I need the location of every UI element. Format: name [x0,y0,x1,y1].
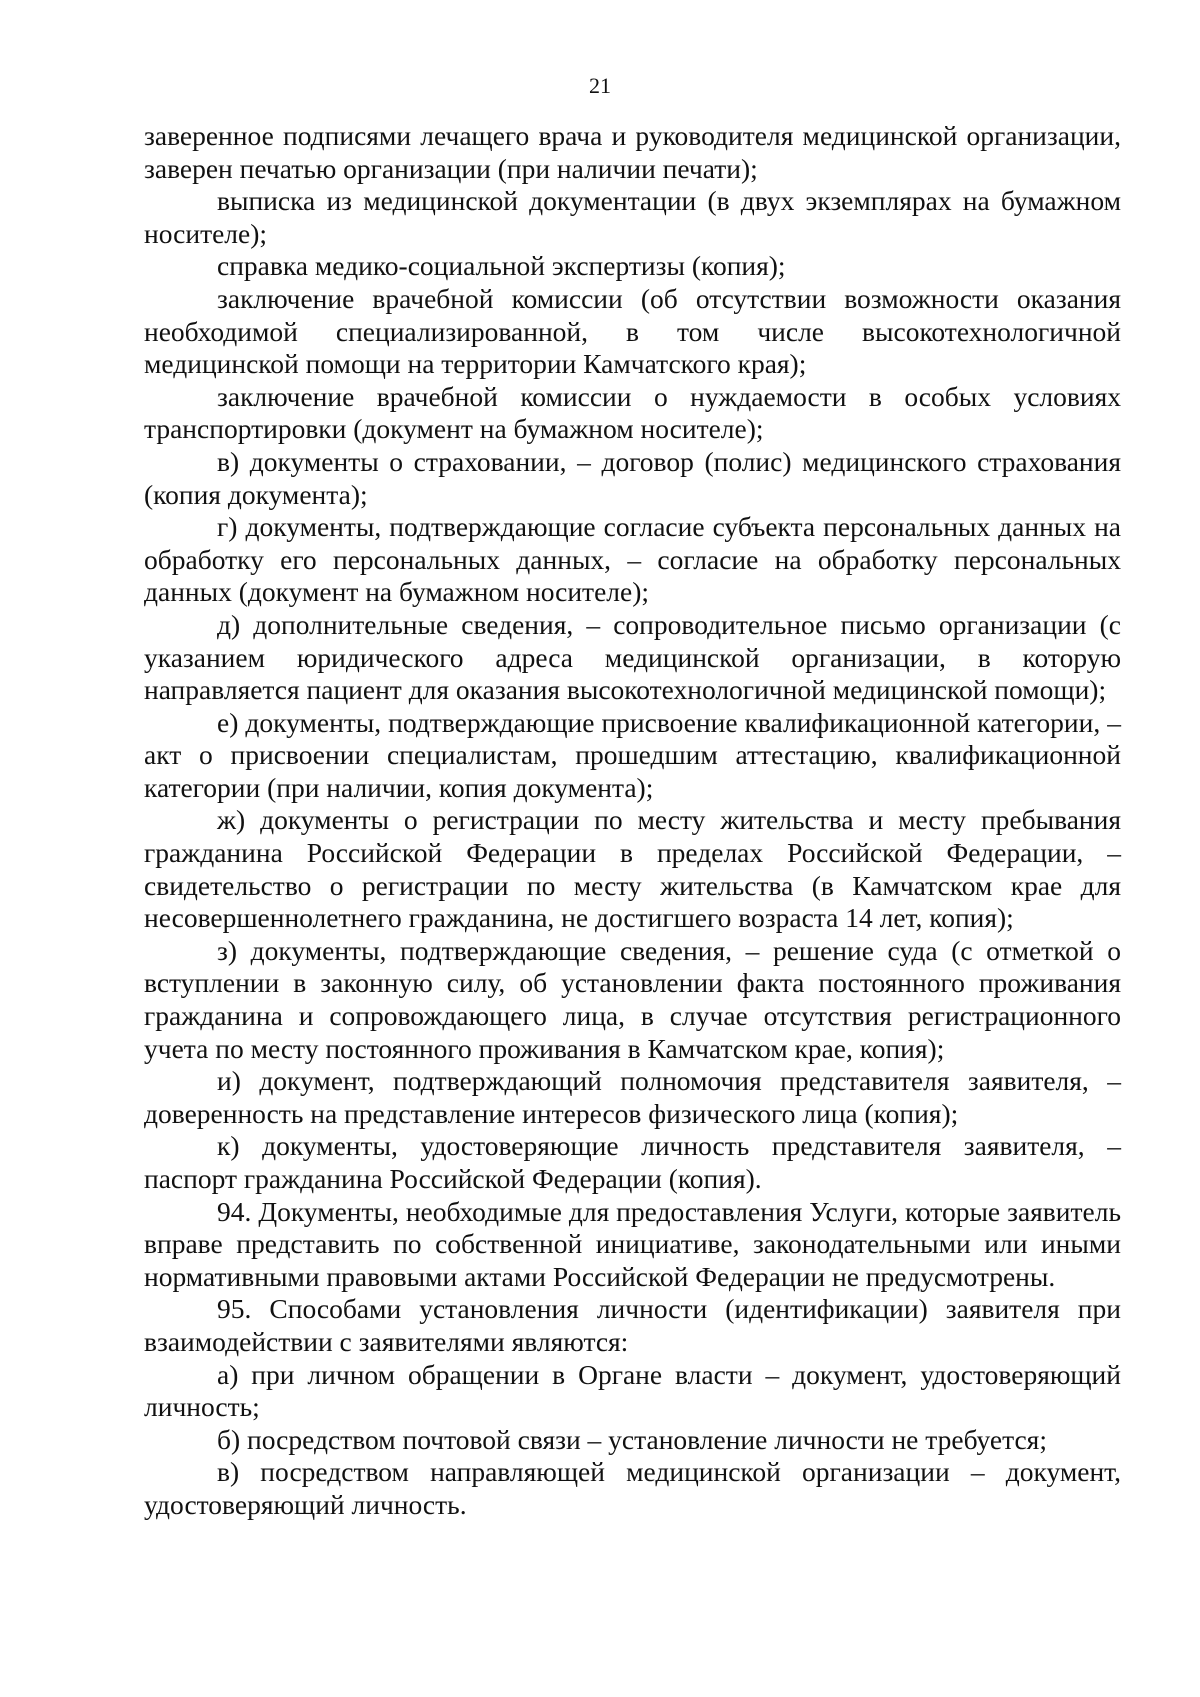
paragraph-item-zh-registration: ж) документы о регистрации по месту жительства и месту пребывания гражданина Российской Федерации в пределах Российской Федерации, – свидетельство о регистрации по месту жительства (в Камчатском крае для несовершеннолетнего гражданина, не достигшего возраста 14 лет, копия); [144,804,1121,934]
paragraph-continuation: заверенное подписями лечащего врача и руководителя медицинской организации, заверен печатью организации (при наличии печати); [144,120,1121,184]
paragraph-item-g-consent: г) документы, подтверждающие согласие субъекта персональных данных на обработку его персональных данных, – согласие на обработку персональных данных (документ на бумажном носителе); [144,511,1121,608]
document-body [144,120,1121,1522]
page-number: 21 [589,73,611,98]
paragraph-item-a-personal: а) при личном обращении в Органе власти – документ, удостоверяющий личность; [144,1358,1121,1423]
paragraph-item-d-additional: д) дополнительные сведения, – сопроводительное письмо организации (с указанием юридического адреса медицинской организации, в которую направляется пациент для оказания высокотехнологичной медицинской помощи); [144,608,1121,706]
paragraph-item-e-qualification: е) документы, подтверждающие присвоение квалификационной категории, – акт о присвоении специалистам, прошедшим аттестацию, квалификационной категории (при наличии, копия документа); [144,706,1121,803]
paragraph-commission-conclusion-transport: заключение врачебной комиссии о нуждаемости в особых условиях транспортировки (документ на бумажном носителе); [144,380,1121,445]
paragraph-item-k-identity: к) документы, удостоверяющие личность представителя заявителя, – паспорт гражданина Российской Федерации (копия). [144,1130,1121,1194]
paragraph-mse-certificate: справка медико-социальной экспертизы (копия); [217,250,786,282]
paragraph-item-v-medical-org: в) посредством направляющей медицинской организации – документ, удостоверяющий личность. [144,1456,1121,1520]
paragraph-extract-medical-docs: выписка из медицинской документации (в двух экземплярах на бумажном носителе); [144,185,1121,249]
paragraph-commission-conclusion-care: заключение врачебной комиссии (об отсутствии возможности оказания необходимой специализированной, в том числе высокотехнологичной медицинской помощи на территории Камчатского края); [144,282,1121,380]
paragraph-clause-95: 95. Способами установления личности (идентификации) заявителя при взаимодействии с заявителями являются: [144,1293,1121,1357]
paragraph-item-b-postal: б) посредством почтовой связи – установление личности не требуется; [217,1423,1047,1455]
paragraph-clause-94: 94. Документы, необходимые для предоставления Услуги, которые заявитель вправе представить по собственной инициативе, законодательными или иными нормативными правовыми актами Российской Федерации не предусмотрены. [144,1195,1121,1292]
paragraph-item-i-power-of-attorney: и) документ, подтверждающий полномочия представителя заявителя, – доверенность на представление интересов физического лица (копия); [144,1065,1121,1129]
paragraph-item-v-insurance: в) документы о страховании, – договор (полис) медицинского страхования (копия документа); [144,445,1121,510]
paragraph-item-z-court-decision: з) документы, подтверждающие сведения, – решение суда (с отметкой о вступлении в законную силу, об установлении факта постоянного проживания гражданина и сопровождающего лица, в случае отсутствия регистрационного учета по месту постоянного проживания в Камчатском крае, копия); [144,934,1121,1064]
